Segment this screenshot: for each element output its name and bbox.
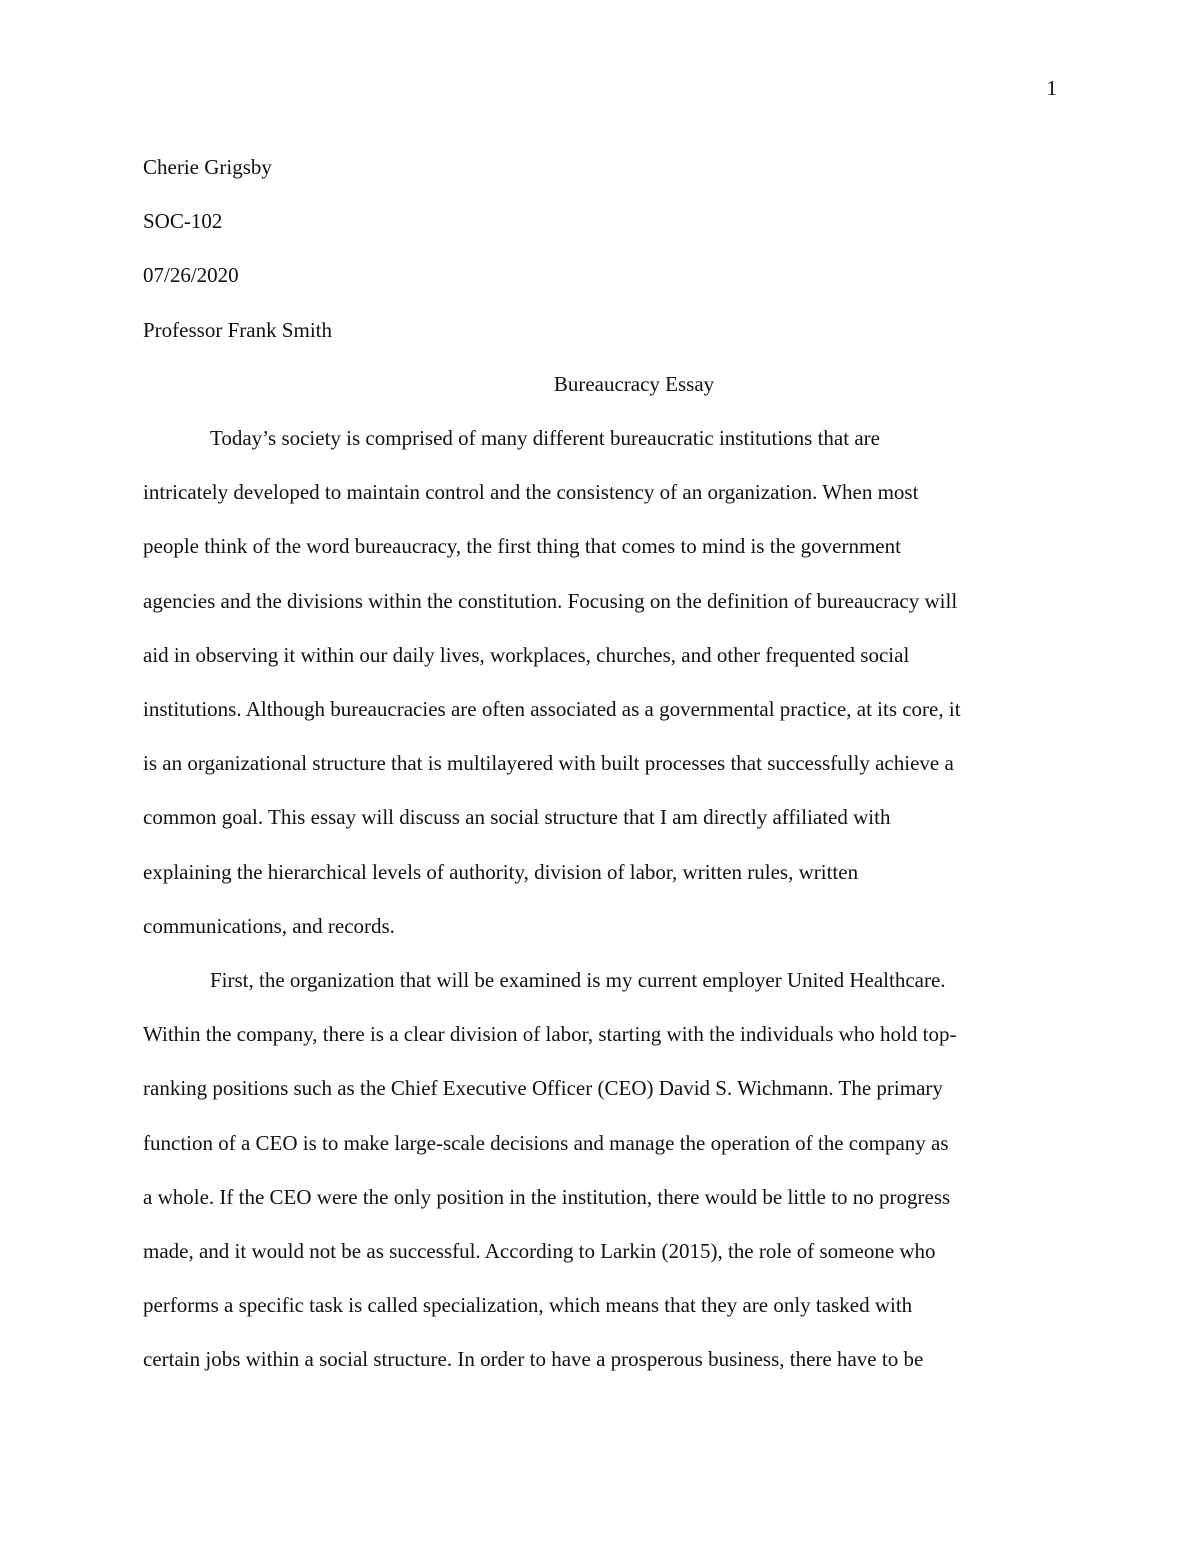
paragraph-line: Today’s society is comprised of many different bureaucratic institutions that are: [210, 426, 880, 451]
paragraph-intro: [143, 411, 1065, 953]
course-code: SOC-102: [143, 209, 223, 234]
page-number: 1: [1046, 76, 1057, 100]
paragraph-first-point: [143, 953, 1065, 1387]
essay-date: 07/26/2020: [143, 263, 239, 288]
essay-title: Bureaucracy Essay: [553, 371, 715, 396]
paragraph-line: Within the company, there is a clear division of labor, starting with the individuals who hold top-: [143, 1022, 957, 1047]
paragraph-line: is an organizational structure that is multilayered with built processes that successfully achieve a: [143, 751, 954, 776]
paragraph-line: explaining the hierarchical levels of authority, division of labor, written rules, written: [143, 859, 859, 884]
paragraph-line: communications, and records.: [143, 913, 395, 938]
paragraph-line: intricately developed to maintain control and the consistency of an organization. When most: [143, 480, 919, 505]
paragraph-line: people think of the word bureaucracy, the first thing that comes to mind is the government: [143, 534, 901, 559]
professor-name: Professor Frank Smith: [143, 317, 332, 342]
paragraph-line: aid in observing it within our daily lives, workplaces, churches, and other frequented social: [143, 642, 910, 667]
paragraph-line: institutions. Although bureaucracies are often associated as a governmental practice, at its core, it: [143, 697, 961, 722]
author-name: Cherie Grigsby: [143, 155, 272, 179]
paragraph-line: common goal. This essay will discuss an social structure that I am directly affiliated with: [143, 805, 891, 830]
paragraph-line: function of a CEO is to make large-scale decisions and manage the operation of the company as: [143, 1130, 949, 1155]
paragraph-line: certain jobs within a social structure. In order to have a prosperous business, there have to be: [143, 1347, 924, 1372]
paragraph-line: performs a specific task is called specialization, which means that they are only tasked with: [143, 1293, 913, 1318]
essay-body: [143, 140, 1065, 1387]
paragraph-line: First, the organization that will be examined is my current employer United Healthcare.: [210, 968, 946, 993]
paragraph-line: agencies and the divisions within the constitution. Focusing on the definition of bureaucracy will: [143, 588, 958, 613]
paragraph-line: made, and it would not be as successful. According to Larkin (2015), the role of someone who: [143, 1239, 936, 1264]
paragraph-line: ranking positions such as the Chief Executive Officer (CEO) David S. Wichmann. The primary: [143, 1076, 943, 1101]
paragraph-line: a whole. If the CEO were the only position in the institution, there would be little to no progress: [143, 1184, 951, 1209]
